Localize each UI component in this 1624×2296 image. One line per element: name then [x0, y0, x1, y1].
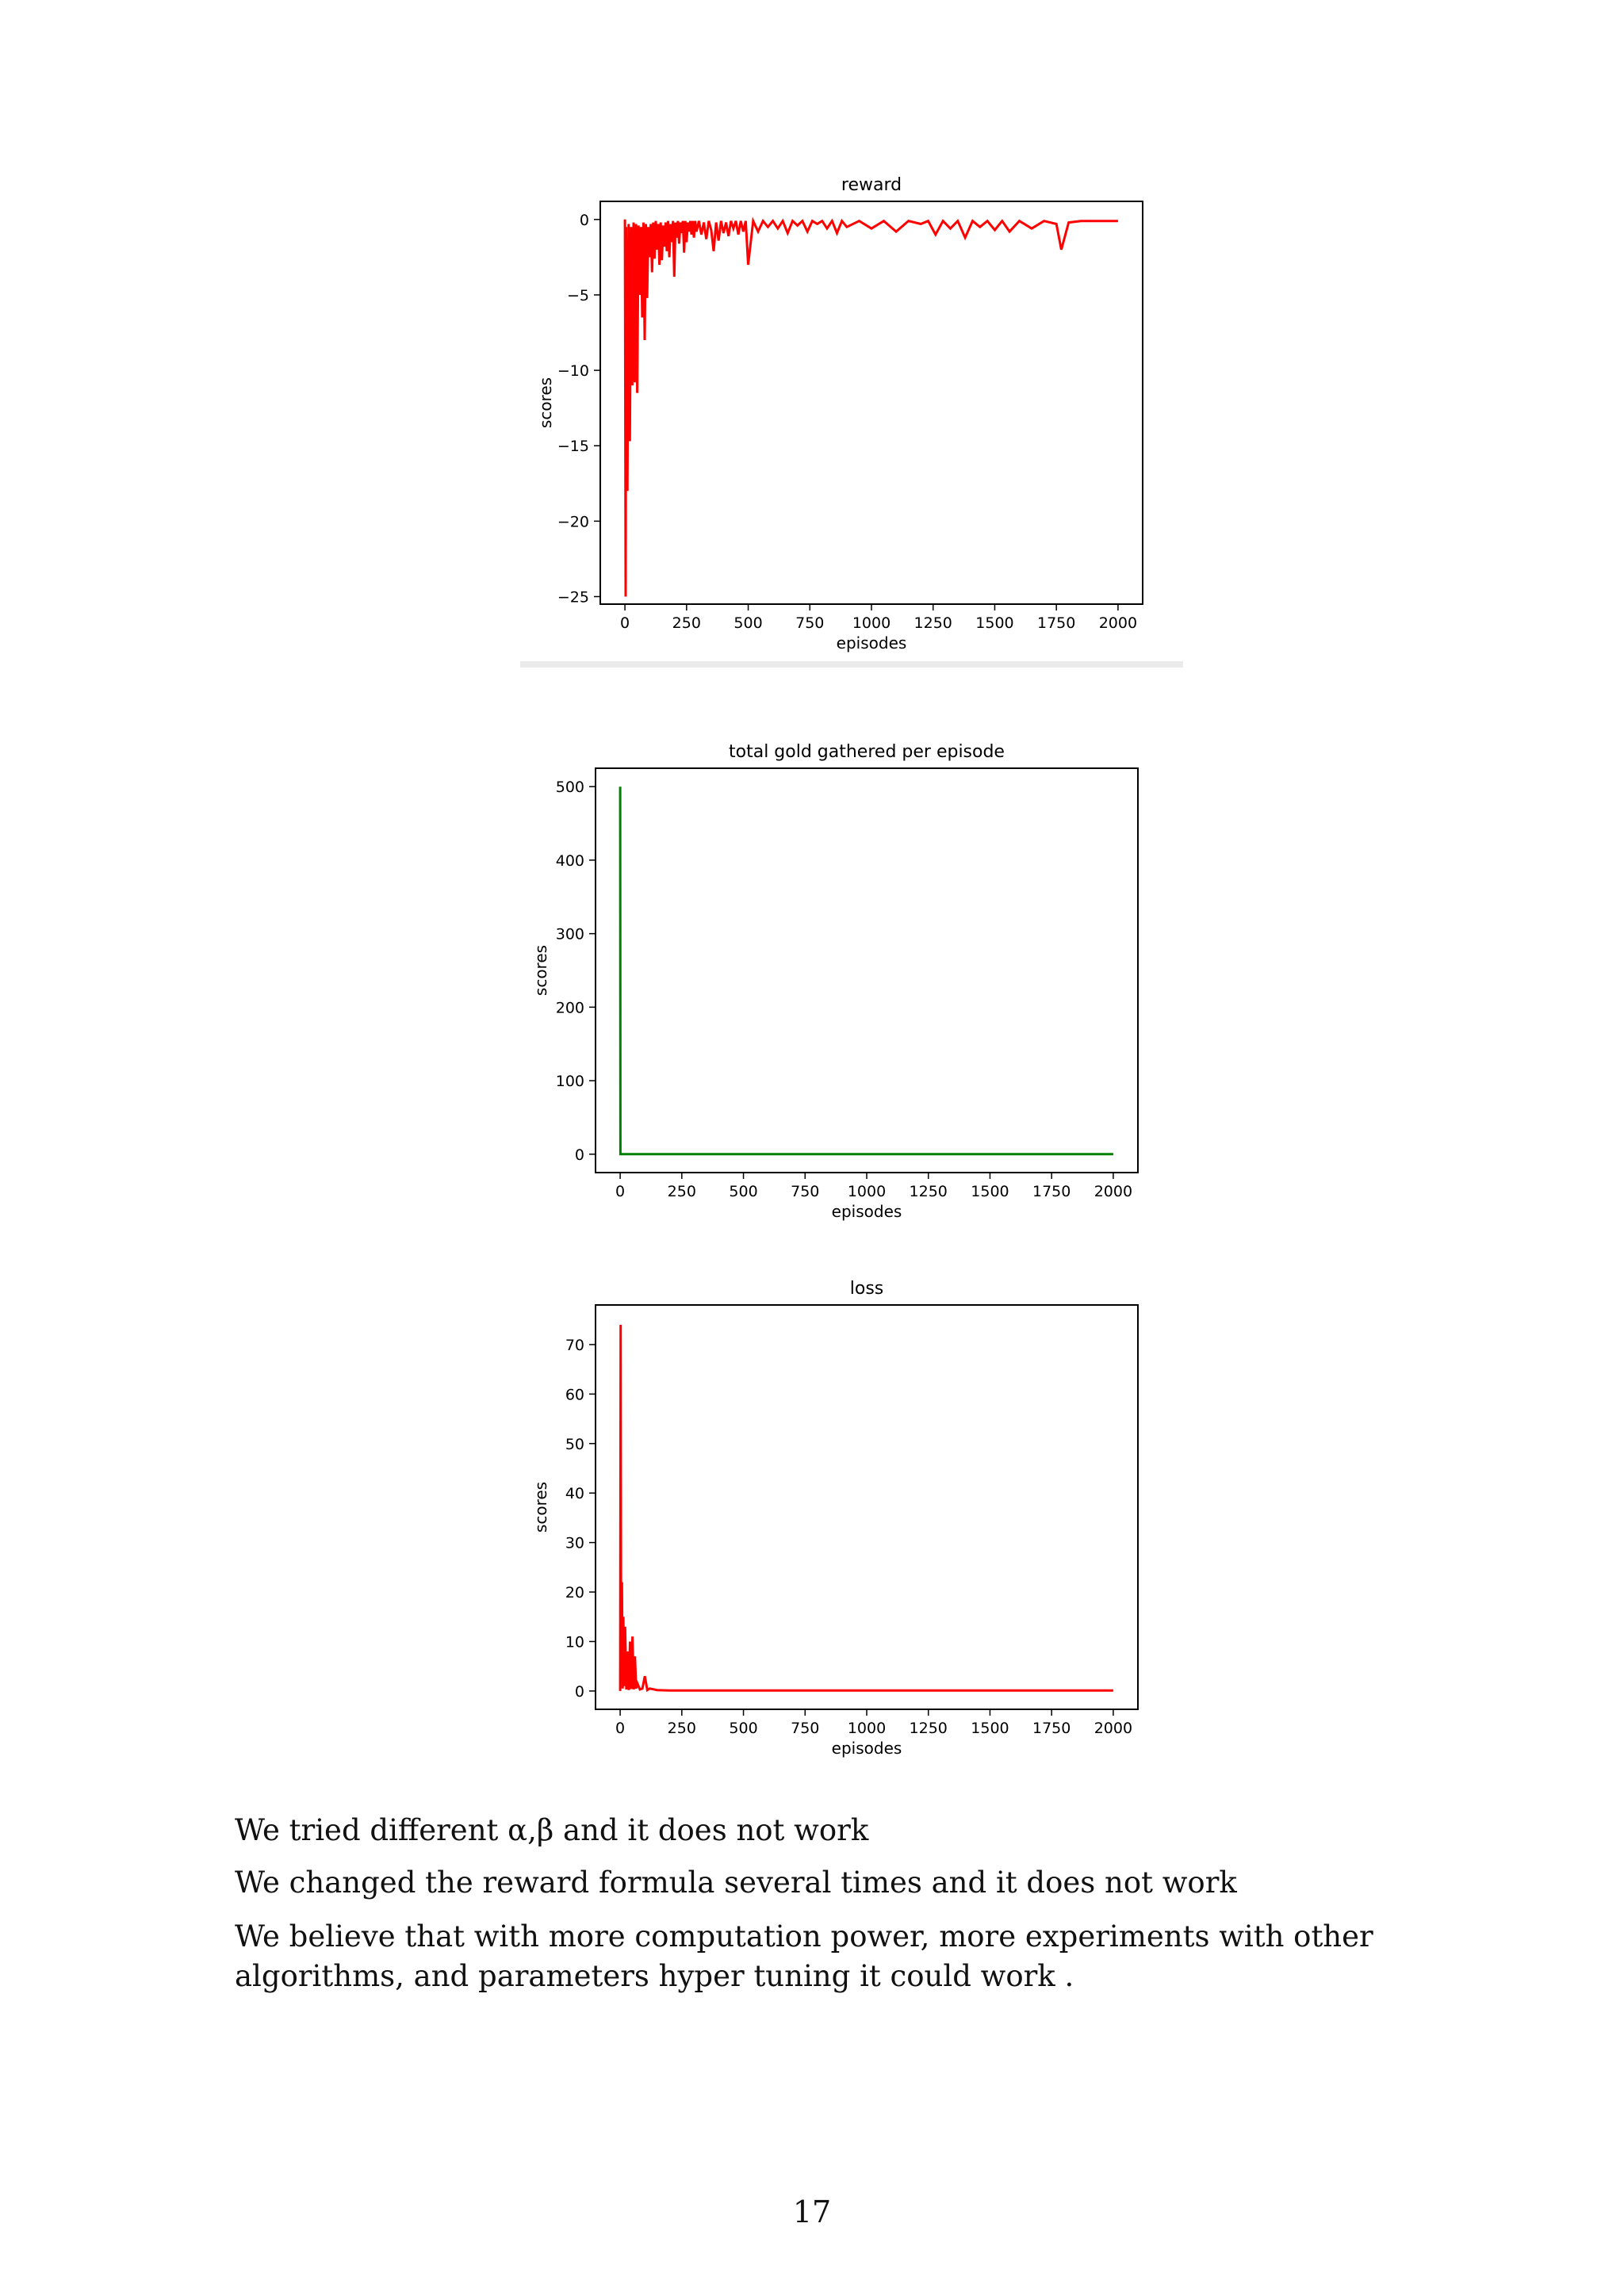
- y-tick-label: −15: [557, 438, 589, 456]
- y-tick-label: −25: [557, 588, 589, 607]
- chart-title: total gold gathered per episode: [729, 742, 1005, 762]
- paragraph-reward-formula: We changed the reward formula several times and it does not work: [235, 1866, 1237, 1900]
- y-tick-label: 400: [555, 851, 584, 870]
- y-axis-label: scores: [531, 1481, 550, 1533]
- x-tick-label: 250: [667, 1720, 696, 1737]
- x-tick-label: 0: [615, 1720, 626, 1737]
- x-tick-label: 250: [672, 614, 701, 632]
- x-tick-label: 1250: [914, 614, 952, 632]
- chart-title: loss: [849, 1279, 884, 1299]
- y-tick-label: 20: [565, 1584, 584, 1602]
- x-tick-label: 1500: [971, 1183, 1009, 1200]
- x-axis-label: episodes: [831, 1739, 902, 1758]
- x-axis-label: episodes: [831, 1202, 902, 1221]
- paragraph-alpha-beta: We tried different α,β and it does not work: [235, 1813, 869, 1847]
- x-tick-label: 0: [615, 1183, 626, 1200]
- x-tick-label: 750: [791, 1720, 820, 1737]
- plot-frame: [596, 1305, 1138, 1709]
- x-tick-label: 750: [791, 1183, 820, 1200]
- x-tick-label: 1000: [847, 1720, 887, 1737]
- y-tick-label: 0: [574, 1682, 584, 1701]
- y-tick-label: 0: [579, 211, 589, 229]
- chart-title: reward: [841, 175, 902, 195]
- x-tick-label: 500: [729, 1720, 758, 1737]
- series-line: [620, 1325, 1113, 1691]
- y-axis-label: scores: [536, 377, 555, 429]
- y-tick-label: −10: [557, 362, 589, 381]
- y-tick-label: −20: [557, 513, 589, 531]
- y-tick-label: 50: [565, 1435, 584, 1453]
- x-tick-label: 500: [729, 1183, 758, 1200]
- y-tick-label: 30: [565, 1534, 584, 1552]
- y-tick-label: 500: [555, 779, 584, 797]
- y-tick-label: 60: [565, 1386, 584, 1404]
- y-tick-label: 300: [555, 925, 584, 943]
- x-tick-label: 2000: [1098, 614, 1138, 632]
- x-tick-label: 2000: [1094, 1720, 1133, 1737]
- x-tick-label: 1250: [909, 1720, 948, 1737]
- x-tick-label: 1500: [975, 614, 1014, 632]
- x-tick-label: 2000: [1094, 1183, 1133, 1200]
- x-tick-label: 1000: [847, 1183, 887, 1200]
- x-tick-label: 1250: [909, 1183, 948, 1200]
- x-tick-label: 1500: [971, 1720, 1009, 1737]
- y-tick-label: 40: [565, 1485, 584, 1503]
- y-tick-label: 200: [555, 999, 584, 1017]
- x-tick-label: 1750: [1032, 1183, 1071, 1200]
- y-tick-label: 70: [565, 1336, 584, 1354]
- y-tick-label: 0: [574, 1146, 584, 1164]
- x-axis-label: episodes: [836, 633, 907, 652]
- x-tick-label: 1000: [852, 614, 891, 632]
- y-tick-label: 10: [565, 1633, 584, 1651]
- y-tick-label: −5: [566, 286, 589, 304]
- x-tick-label: 1750: [1032, 1720, 1071, 1737]
- paragraph-conclusion: We believe that with more computation power, more experiments with other algorithms, and parameters hyper tuning it could work .: [235, 1919, 1373, 1993]
- x-tick-label: 250: [667, 1183, 696, 1200]
- x-tick-label: 1750: [1037, 614, 1076, 632]
- y-axis-label: scores: [531, 944, 550, 997]
- x-tick-label: 750: [795, 614, 825, 632]
- page-number: 17: [792, 2195, 832, 2229]
- divider: [520, 661, 1183, 668]
- x-tick-label: 500: [733, 614, 763, 632]
- x-tick-label: 0: [620, 614, 630, 632]
- y-tick-label: 100: [555, 1073, 584, 1091]
